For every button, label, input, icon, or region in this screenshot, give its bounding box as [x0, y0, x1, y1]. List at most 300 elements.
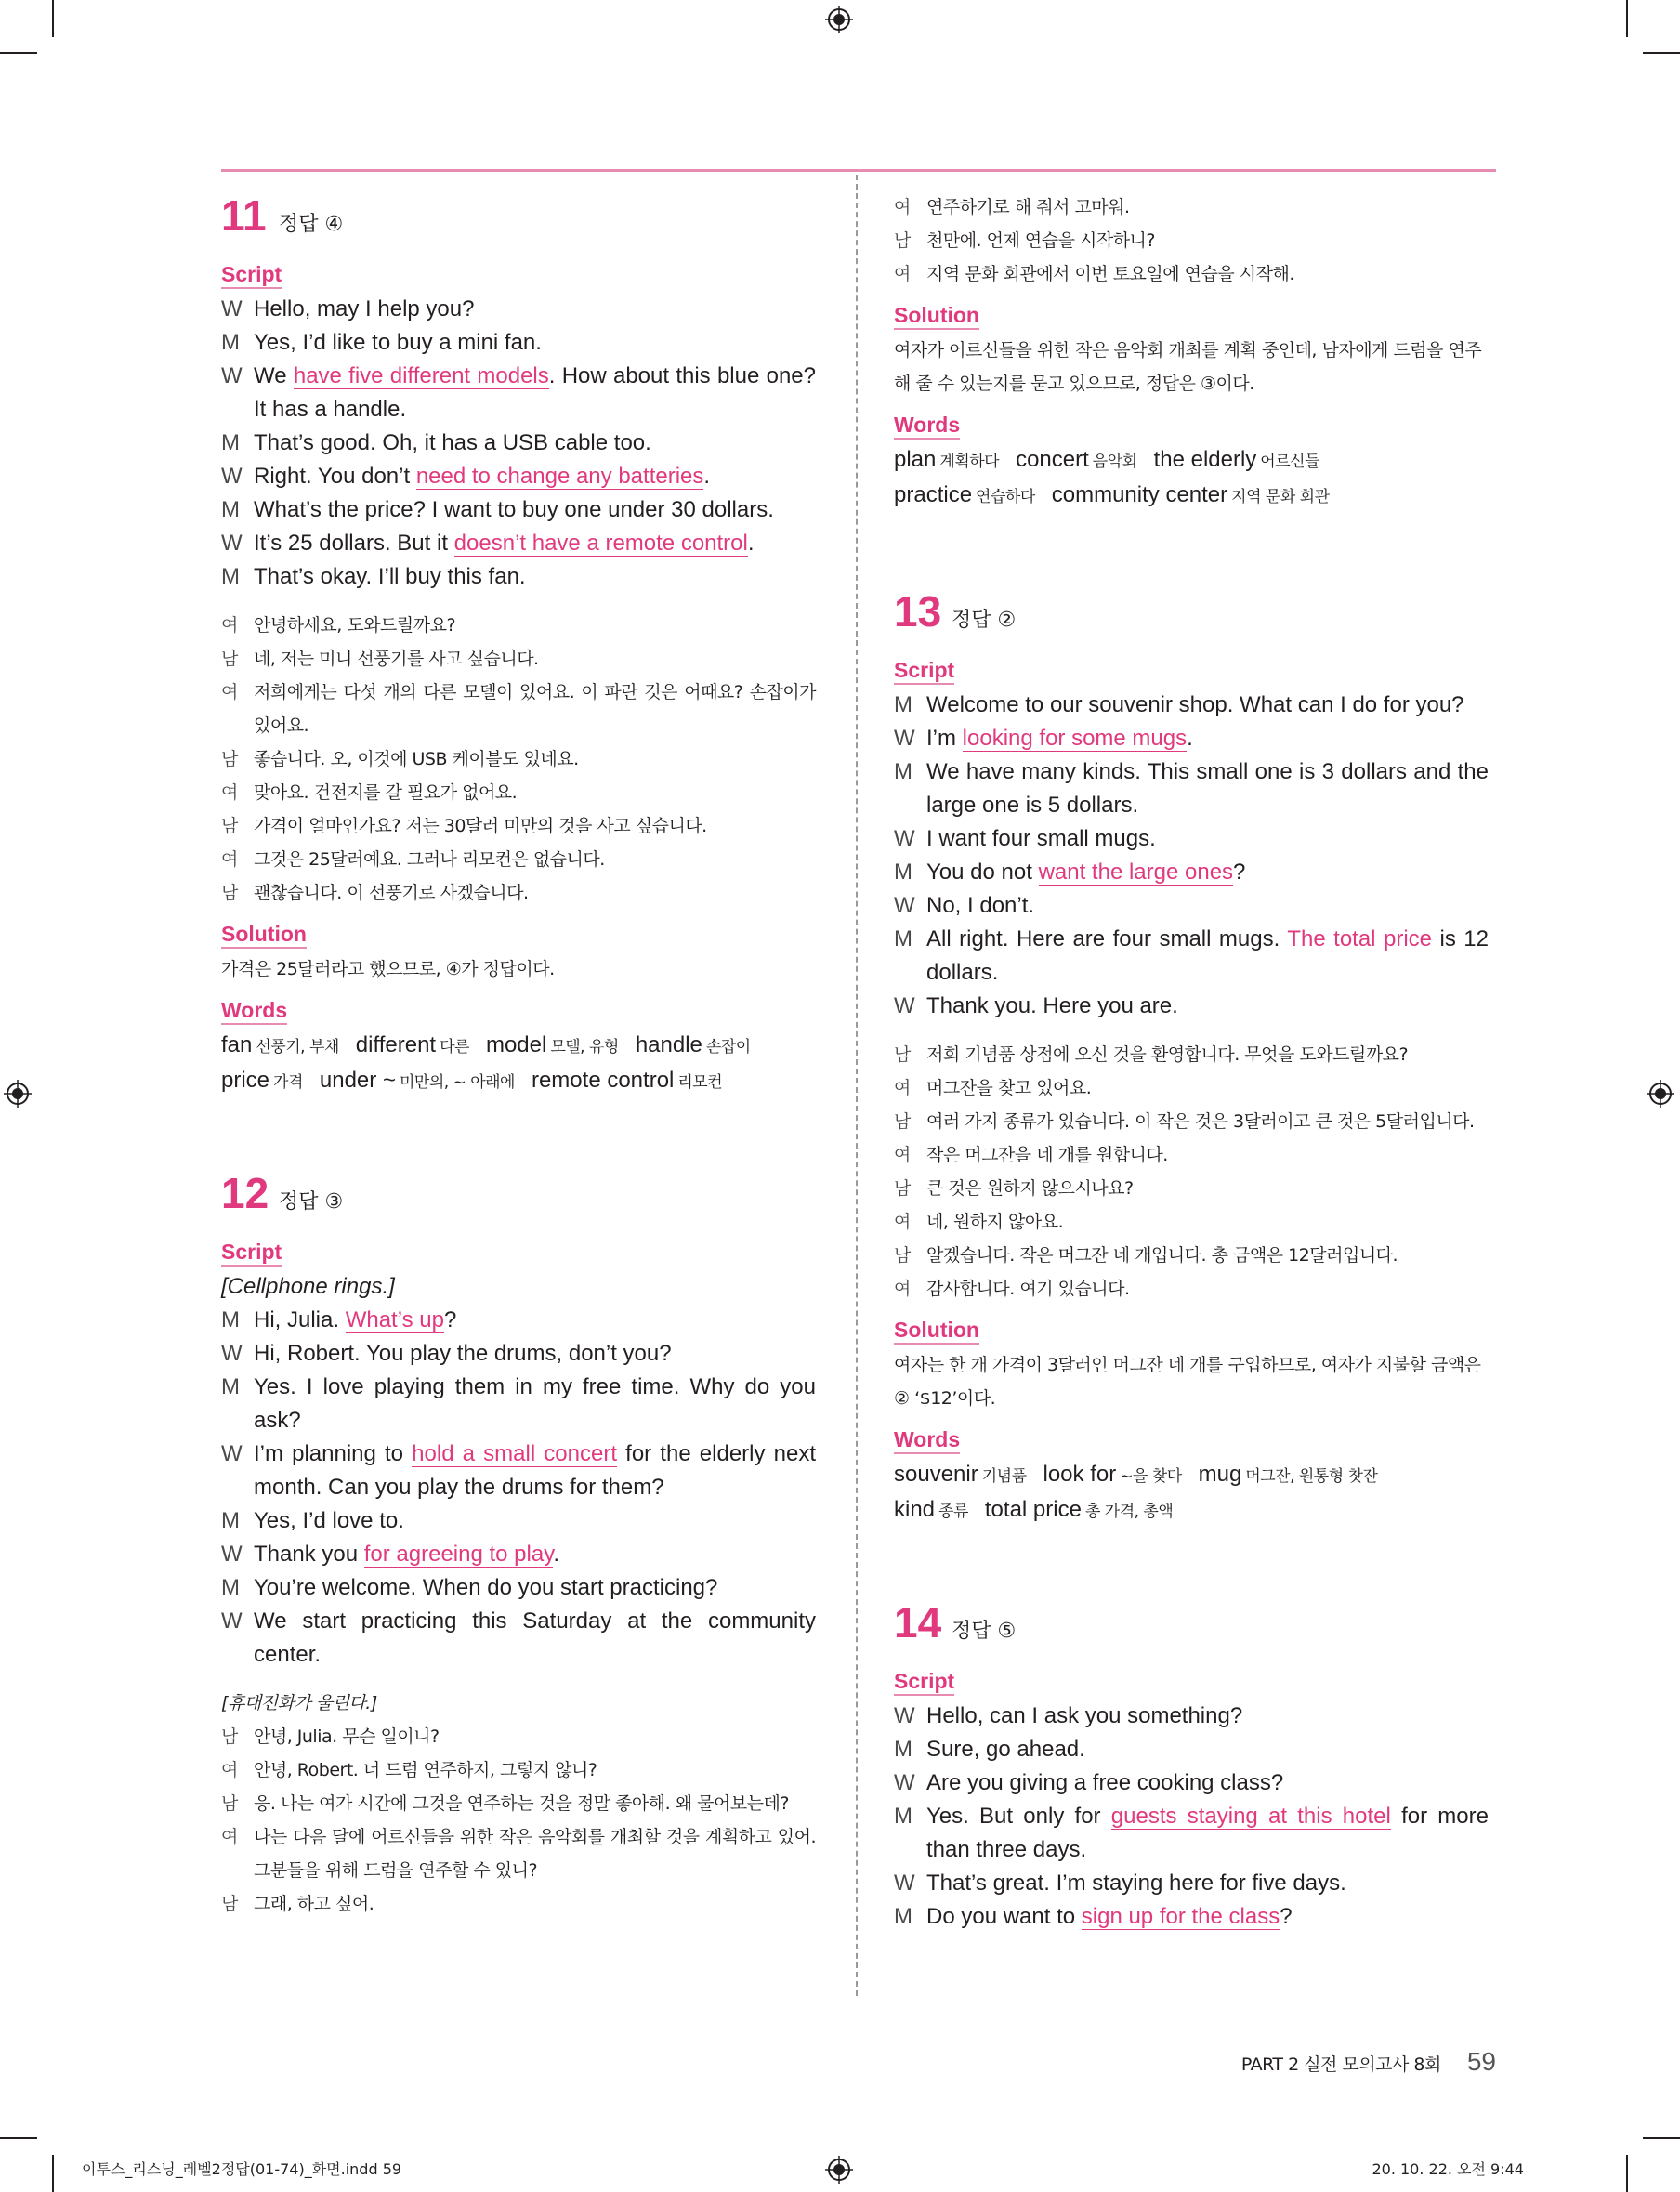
speaker-label: W — [221, 1608, 243, 1634]
speaker-label: M — [894, 1737, 912, 1762]
korean-translation — [221, 1720, 816, 1921]
speaker-label: 남 — [894, 1178, 911, 1199]
text-run: ? — [1280, 1904, 1293, 1929]
key-phrase: need to change any batteries — [415, 464, 704, 489]
word-korean: 미만의, ~ 아래에 — [399, 1073, 515, 1092]
script-heading: Script — [894, 657, 954, 685]
dialogue-text: 안녕, Julia. 무슨 일이니? — [254, 1726, 440, 1747]
speaker-label: 남 — [221, 749, 238, 769]
speaker-label: M — [894, 1804, 912, 1829]
dialogue-line — [894, 689, 1489, 722]
speaker-label: 남 — [894, 1044, 911, 1065]
dialogue-text: 머그잔을 찾고 있어요. — [926, 1078, 1092, 1098]
dialogue-text — [254, 1371, 816, 1437]
dialogue-text: 저희 기념품 상점에 오신 것을 환영합니다. 무엇을 도와드릴까요? — [926, 1044, 1409, 1065]
text-run: You’re welcome. When do you start practicing? — [254, 1575, 718, 1600]
speaker-label: W — [894, 893, 915, 918]
word-korean: 어르신들 — [1260, 453, 1319, 471]
speaker-label: 남 — [894, 230, 911, 251]
dialogue-line — [221, 1720, 816, 1753]
solution-text: 여자는 한 개 가격이 3달러인 머그잔 네 개를 구입하므로, 여자가 지불할 금액은 ② ‘$12’이다. — [894, 1355, 1481, 1409]
dialogue-line — [894, 1800, 1489, 1867]
question-number: 14 — [894, 1598, 942, 1647]
text-run: Hi, Julia. — [254, 1307, 346, 1332]
text-run: Yes, I’d like to buy a mini fan. — [254, 330, 542, 355]
korean-translation-continued — [894, 190, 1489, 291]
question-header-14 — [894, 1597, 1489, 1657]
word-list — [894, 1458, 1489, 1529]
word-korean: 머그잔, 원통형 찻잔 — [1245, 1467, 1378, 1486]
word-list — [221, 1029, 816, 1099]
solution-heading: Solution — [221, 921, 307, 949]
script-heading: Script — [894, 1668, 954, 1696]
text-run: Are you giving a free cooking class? — [926, 1770, 1284, 1795]
speaker-label: M — [894, 860, 912, 885]
dialogue-line — [894, 1700, 1489, 1733]
speaker-label: W — [221, 1441, 243, 1466]
dialogue-text: 감사합니다. 여기 있습니다. — [926, 1279, 1130, 1299]
dialogue-text — [254, 460, 816, 493]
dialogue-text: 그래, 하고 싶어. — [254, 1894, 374, 1914]
text-run: All right. Here are four small mugs. — [926, 926, 1288, 952]
column-divider — [856, 175, 858, 1996]
crop-mark — [52, 2155, 54, 2192]
key-phrase: hold a small concert — [412, 1441, 618, 1466]
word-row — [894, 443, 1489, 479]
dialogue-line — [894, 224, 1489, 257]
script-block — [221, 1304, 816, 1672]
speaker-label: M — [221, 1307, 240, 1332]
speaker-label: M — [894, 692, 912, 717]
key-phrase: for agreeing to play — [363, 1542, 554, 1567]
word-english: practice — [894, 482, 973, 507]
dialogue-line — [221, 1504, 816, 1538]
solution-heading: Solution — [894, 1317, 979, 1345]
speaker-label: 여 — [221, 849, 238, 870]
speaker-label: M — [221, 497, 240, 522]
dialogue-line — [894, 1867, 1489, 1900]
speaker-label: M — [221, 1575, 240, 1600]
script-block — [894, 689, 1489, 1023]
registration-mark-icon — [825, 6, 853, 33]
dialogue-text: 네, 원하지 않아요. — [926, 1212, 1064, 1232]
speaker-label: 여 — [221, 1827, 238, 1847]
dialogue-line — [221, 642, 816, 676]
words-heading: Words — [894, 1426, 960, 1454]
text-run: Sure, go ahead. — [926, 1737, 1085, 1762]
word-korean: 종류 — [938, 1503, 968, 1521]
speaker-label: 남 — [221, 1726, 238, 1747]
dialogue-line — [894, 822, 1489, 856]
word-english: price — [221, 1068, 270, 1093]
dialogue-text — [926, 923, 1489, 990]
speaker-label: W — [894, 1770, 915, 1795]
dialogue-line — [221, 843, 816, 876]
dialogue-line — [894, 190, 1489, 224]
speaker-label: W — [221, 1542, 243, 1567]
dialogue-line — [894, 1172, 1489, 1205]
text-run: is 12 dollars. — [926, 926, 1489, 985]
dialogue-text — [926, 755, 1489, 822]
word-korean: 다른 — [440, 1038, 469, 1057]
dialogue-line — [221, 460, 816, 493]
speaker-label: W — [894, 1703, 915, 1728]
word-english: kind — [894, 1497, 936, 1522]
dialogue-text — [254, 1337, 816, 1371]
speaker-label: W — [221, 531, 243, 556]
crop-mark — [1626, 2155, 1628, 2192]
text-run: Yes. But only for — [926, 1804, 1111, 1829]
speaker-label: M — [221, 1508, 240, 1533]
dialogue-line — [894, 257, 1489, 291]
speaker-label: 여 — [894, 264, 911, 284]
answer-label: 정답 ④ — [279, 213, 344, 236]
text-run: . — [703, 464, 711, 489]
text-run: Thank you. Here you are. — [926, 993, 1178, 1018]
dialogue-line — [221, 527, 816, 560]
text-run: Hello, can I ask you something? — [926, 1703, 1243, 1728]
text-run: I’m planning to — [254, 1441, 413, 1466]
text-run: Do you want to — [926, 1904, 1082, 1929]
question-header-12 — [221, 1168, 816, 1227]
speaker-label: W — [221, 296, 243, 322]
word-korean: 리모컨 — [677, 1073, 723, 1092]
script-block — [221, 293, 816, 594]
question-header-13 — [894, 586, 1489, 646]
crop-mark — [1643, 2137, 1680, 2139]
key-phrase: The total price — [1287, 926, 1433, 952]
dialogue-line — [221, 876, 816, 910]
dialogue-line — [894, 1239, 1489, 1272]
dialogue-text — [926, 1800, 1489, 1867]
dialogue-line — [894, 1272, 1489, 1306]
text-run: Hi, Robert. You play the drums, don’t you? — [254, 1341, 672, 1366]
text-run: for the elderly next month. Can you play the drums for them? — [254, 1441, 816, 1500]
word-row — [894, 1458, 1489, 1493]
word-korean: 가격 — [273, 1073, 303, 1092]
speaker-label: 남 — [221, 649, 238, 669]
key-phrase: guests staying at this hotel — [1110, 1804, 1391, 1829]
dialogue-text — [254, 527, 816, 560]
dialogue-text — [254, 326, 816, 360]
speaker-label: M — [221, 564, 240, 589]
dialogue-line — [221, 1304, 816, 1337]
dialogue-text — [254, 360, 816, 427]
speaker-label: W — [894, 993, 915, 1018]
word-row — [894, 479, 1489, 514]
crop-mark — [0, 52, 37, 54]
dialogue-text: 그것은 25달러예요. 그러나 리모컨은 없습니다. — [254, 849, 605, 870]
speaker-label: 여 — [894, 1212, 911, 1232]
dialogue-line — [221, 1571, 816, 1605]
solution-text: 여자가 어르신들을 위한 작은 음악회 개최를 계획 중인데, 남자에게 드럼을 연주해 줄 수 있는지를 묻고 있으므로, 정답은 ③이다. — [894, 340, 1482, 394]
text-run: What’s the price? I want to buy one under 30 dollars. — [254, 497, 774, 522]
crop-mark — [1626, 0, 1628, 37]
word-korean: 손잡이 — [705, 1038, 751, 1057]
word-korean: 기념품 — [981, 1467, 1027, 1486]
word-english: fan — [221, 1032, 253, 1057]
word-korean: 총 가격, 총액 — [1084, 1503, 1174, 1521]
text-run: Yes. I love playing them in my free time. Why do you ask? — [254, 1374, 816, 1433]
word-korean: ~을 찾다 — [1120, 1467, 1182, 1486]
dialogue-line — [894, 755, 1489, 822]
word-row — [221, 1064, 816, 1099]
word-row — [221, 1029, 816, 1064]
dialogue-line — [221, 360, 816, 427]
text-run: Thank you — [254, 1542, 364, 1567]
dialogue-line — [894, 722, 1489, 755]
words-heading: Words — [894, 412, 960, 440]
speaker-label: 남 — [221, 1793, 238, 1814]
speaker-label: 여 — [221, 682, 238, 702]
dialogue-text: 여러 가지 종류가 있습니다. 이 작은 것은 3달러이고 큰 것은 5달러입니다. — [926, 1111, 1475, 1132]
text-run: I want four small mugs. — [926, 826, 1156, 851]
text-run: I’m — [926, 726, 963, 751]
dialogue-text — [926, 822, 1489, 856]
text-run: We have many kinds. This small one is 3 dollars and the large one is 5 dollars. — [926, 759, 1489, 818]
dialogue-text — [254, 560, 816, 594]
speaker-label: W — [221, 1341, 243, 1366]
speaker-label: 여 — [221, 782, 238, 803]
words-heading: Words — [221, 997, 287, 1025]
dialogue-text — [254, 1571, 816, 1605]
right-column — [894, 190, 1489, 1934]
key-phrase: What’s up — [345, 1307, 444, 1332]
dialogue-text: 나는 다음 달에 어르신들을 위한 작은 음악회를 개최할 것을 계획하고 있어. 그분들을 위해 드럼을 연주할 수 있니? — [254, 1827, 816, 1881]
dialogue-line — [221, 742, 816, 776]
dialogue-line — [221, 1820, 816, 1887]
question-number: 12 — [221, 1169, 269, 1217]
dialogue-text — [926, 1700, 1489, 1733]
slug-filename: 이투스_리스닝_레벨2정답(01-74)_화면.indd 59 — [82, 2160, 402, 2178]
speaker-label: 남 — [894, 1245, 911, 1266]
dialogue-text — [926, 689, 1489, 722]
dialogue-line — [221, 560, 816, 594]
dialogue-line — [221, 427, 816, 460]
speaker-label: M — [894, 926, 912, 952]
dialogue-text: 네, 저는 미니 선풍기를 사고 싶습니다. — [254, 649, 539, 669]
crop-mark — [52, 0, 54, 37]
crop-mark — [0, 2137, 37, 2139]
dialogue-line — [221, 609, 816, 642]
speaker-label: 남 — [221, 1894, 238, 1914]
question-number: 11 — [221, 191, 267, 240]
dialogue-line — [221, 1787, 816, 1820]
dialogue-line — [221, 293, 816, 326]
dialogue-text — [926, 1766, 1489, 1800]
dialogue-line — [894, 1105, 1489, 1138]
word-english: under ~ — [319, 1068, 396, 1093]
key-phrase: want the large ones — [1038, 860, 1234, 885]
dialogue-text: 지역 문화 회관에서 이번 토요일에 연습을 시작해. — [926, 264, 1294, 284]
word-english: total price — [984, 1497, 1082, 1522]
dialogue-line — [894, 1071, 1489, 1105]
crop-mark — [1643, 52, 1680, 54]
dialogue-text — [926, 1733, 1489, 1766]
word-korean: 계획하다 — [939, 453, 1000, 471]
word-korean: 선풍기, 부채 — [256, 1038, 339, 1057]
top-rule — [221, 169, 1496, 172]
speaker-label: 여 — [894, 1078, 911, 1098]
stage-direction: [Cellphone rings.] — [221, 1274, 395, 1299]
solution-heading: Solution — [894, 302, 979, 330]
dialogue-text — [254, 493, 816, 527]
dialogue-line — [221, 809, 816, 843]
dialogue-text — [254, 427, 816, 460]
word-english: concert — [1016, 447, 1089, 472]
registration-mark-icon — [825, 2156, 853, 2184]
korean-translation — [894, 1038, 1489, 1306]
slug-date: 20. 10. 22. 오전 9:44 — [1372, 2160, 1524, 2178]
dialogue-line — [221, 1337, 816, 1371]
speaker-label: 여 — [894, 1145, 911, 1165]
dialogue-line — [894, 1766, 1489, 1800]
text-run: . — [553, 1542, 560, 1567]
text-run: That’s great. I’m staying here for five days. — [926, 1870, 1346, 1896]
answer-label: 정답 ⑤ — [952, 1620, 1017, 1643]
dialogue-line — [894, 1138, 1489, 1172]
dialogue-line — [221, 493, 816, 527]
speaker-label: 남 — [221, 883, 238, 903]
text-run: ? — [443, 1307, 457, 1332]
dialogue-text: 알겠습니다. 작은 머그잔 네 개입니다. 총 금액은 12달러입니다. — [926, 1245, 1398, 1266]
left-column — [221, 190, 816, 1921]
key-phrase: looking for some mugs — [962, 726, 1188, 751]
word-english: souvenir — [894, 1462, 978, 1487]
word-korean: 모델, 유형 — [550, 1038, 619, 1057]
dialogue-text: 큰 것은 원하지 않으시나요? — [926, 1178, 1134, 1199]
stage-direction-korean: [휴대전화가 울린다.] — [221, 1693, 377, 1713]
dialogue-text — [254, 1538, 816, 1571]
dialogue-line — [894, 990, 1489, 1023]
word-english: plan — [894, 447, 937, 472]
dialogue-text — [254, 1304, 816, 1337]
dialogue-line — [221, 1538, 816, 1571]
answer-label: 정답 ② — [952, 609, 1017, 632]
dialogue-text: 응. 나는 여가 시간에 그것을 연주하는 것을 정말 좋아해. 왜 물어보는데? — [254, 1793, 789, 1814]
text-run: Hello, may I help you? — [254, 296, 475, 322]
dialogue-text: 연주하기로 해 줘서 고마워. — [926, 197, 1130, 217]
word-list — [894, 443, 1489, 514]
registration-mark-icon — [4, 1080, 32, 1108]
dialogue-text — [254, 1605, 816, 1672]
speaker-label: W — [221, 363, 243, 388]
dialogue-line — [894, 1038, 1489, 1071]
korean-translation — [221, 609, 816, 910]
text-run: Right. You don’t — [254, 464, 416, 489]
word-english: model — [485, 1032, 547, 1057]
word-english: mug — [1198, 1462, 1242, 1487]
dialogue-text: 작은 머그잔을 네 개를 원합니다. — [926, 1145, 1168, 1165]
dialogue-line — [221, 1605, 816, 1672]
word-row — [894, 1493, 1489, 1529]
word-english: remote control — [531, 1068, 675, 1093]
text-run: We — [254, 363, 294, 388]
dialogue-text — [926, 856, 1489, 889]
dialogue-text: 맞아요. 건전지를 갈 필요가 없어요. — [254, 782, 518, 803]
text-run: Yes, I’d love to. — [254, 1508, 404, 1533]
word-korean: 음악회 — [1092, 453, 1137, 471]
speaker-label: 여 — [221, 615, 238, 636]
word-korean: 연습하다 — [976, 488, 1035, 506]
script-heading: Script — [221, 261, 282, 289]
speaker-label: M — [221, 330, 240, 355]
dialogue-text — [254, 1504, 816, 1538]
dialogue-line — [894, 1205, 1489, 1239]
dialogue-text — [926, 1900, 1489, 1934]
dialogue-text: 저희에게는 다섯 개의 다른 모델이 있어요. 이 파란 것은 어때요? 손잡이가 있어요. — [254, 682, 816, 736]
speaker-label: 남 — [221, 816, 238, 836]
dialogue-text: 안녕, Robert. 너 드럼 연주하지, 그렇지 않니? — [254, 1760, 597, 1780]
text-run: . How about this blue one? It has a handle. — [254, 363, 817, 422]
dialogue-text — [926, 1867, 1489, 1900]
speaker-label: M — [221, 1374, 240, 1399]
word-english: community center — [1051, 482, 1228, 507]
text-run: That’s good. Oh, it has a USB cable too. — [254, 430, 651, 455]
text-run: It’s 25 dollars. But it — [254, 531, 454, 556]
speaker-label: 여 — [221, 1760, 238, 1780]
speaker-label: M — [894, 759, 912, 784]
registration-mark-icon — [1647, 1080, 1674, 1108]
key-phrase: sign up for the class — [1081, 1904, 1280, 1929]
dialogue-line — [221, 1371, 816, 1437]
solution-text: 가격은 25달러라고 했으므로, ④가 정답이다. — [221, 959, 555, 979]
text-run: for more than three days. — [926, 1804, 1489, 1862]
dialogue-text — [926, 889, 1489, 923]
dialogue-line — [221, 1753, 816, 1787]
text-run: No, I don’t. — [926, 893, 1035, 918]
dialogue-text: 좋습니다. 오, 이것에 USB 케이블도 있네요. — [254, 749, 579, 769]
text-run: ? — [1233, 860, 1246, 885]
dialogue-line — [894, 923, 1489, 990]
dialogue-line — [894, 856, 1489, 889]
speaker-label: 여 — [894, 197, 911, 217]
text-run: We start practicing this Saturday at the community center. — [254, 1608, 816, 1667]
text-run: . — [1187, 726, 1193, 751]
dialogue-text: 가격이 얼마인가요? 저는 30달러 미만의 것을 사고 싶습니다. — [254, 816, 707, 836]
question-header-11 — [221, 190, 816, 250]
dialogue-text — [254, 293, 816, 326]
dialogue-line — [894, 1733, 1489, 1766]
speaker-label: M — [894, 1904, 912, 1929]
dialogue-text: 괜찮습니다. 이 선풍기로 사겠습니다. — [254, 883, 529, 903]
speaker-label: W — [221, 464, 243, 489]
text-run: Welcome to our souvenir shop. What can I do for you? — [926, 692, 1464, 717]
key-phrase: have five different models — [293, 363, 549, 388]
script-heading: Script — [221, 1239, 282, 1267]
dialogue-line — [221, 1437, 816, 1504]
key-phrase: doesn’t have a remote control — [453, 531, 748, 556]
part-label: PART 2 실전 모의고사 8회 — [1240, 2054, 1441, 2075]
speaker-label: W — [894, 726, 915, 751]
dialogue-line — [221, 326, 816, 360]
dialogue-line — [894, 1900, 1489, 1934]
speaker-label: W — [894, 1870, 915, 1896]
dialogue-text: 천만에. 언제 연습을 시작하니? — [926, 230, 1155, 251]
text-run: You do not — [926, 860, 1039, 885]
word-english: different — [355, 1032, 437, 1057]
word-english: handle — [635, 1032, 702, 1057]
dialogue-line — [221, 776, 816, 809]
word-korean: 지역 문화 회관 — [1231, 488, 1330, 506]
dialogue-line — [221, 676, 816, 742]
question-number: 13 — [894, 587, 942, 636]
dialogue-text — [254, 1437, 816, 1504]
speaker-label: 여 — [894, 1279, 911, 1299]
answer-label: 정답 ③ — [279, 1190, 344, 1214]
dialogue-text — [926, 722, 1489, 755]
speaker-label: W — [894, 826, 915, 851]
